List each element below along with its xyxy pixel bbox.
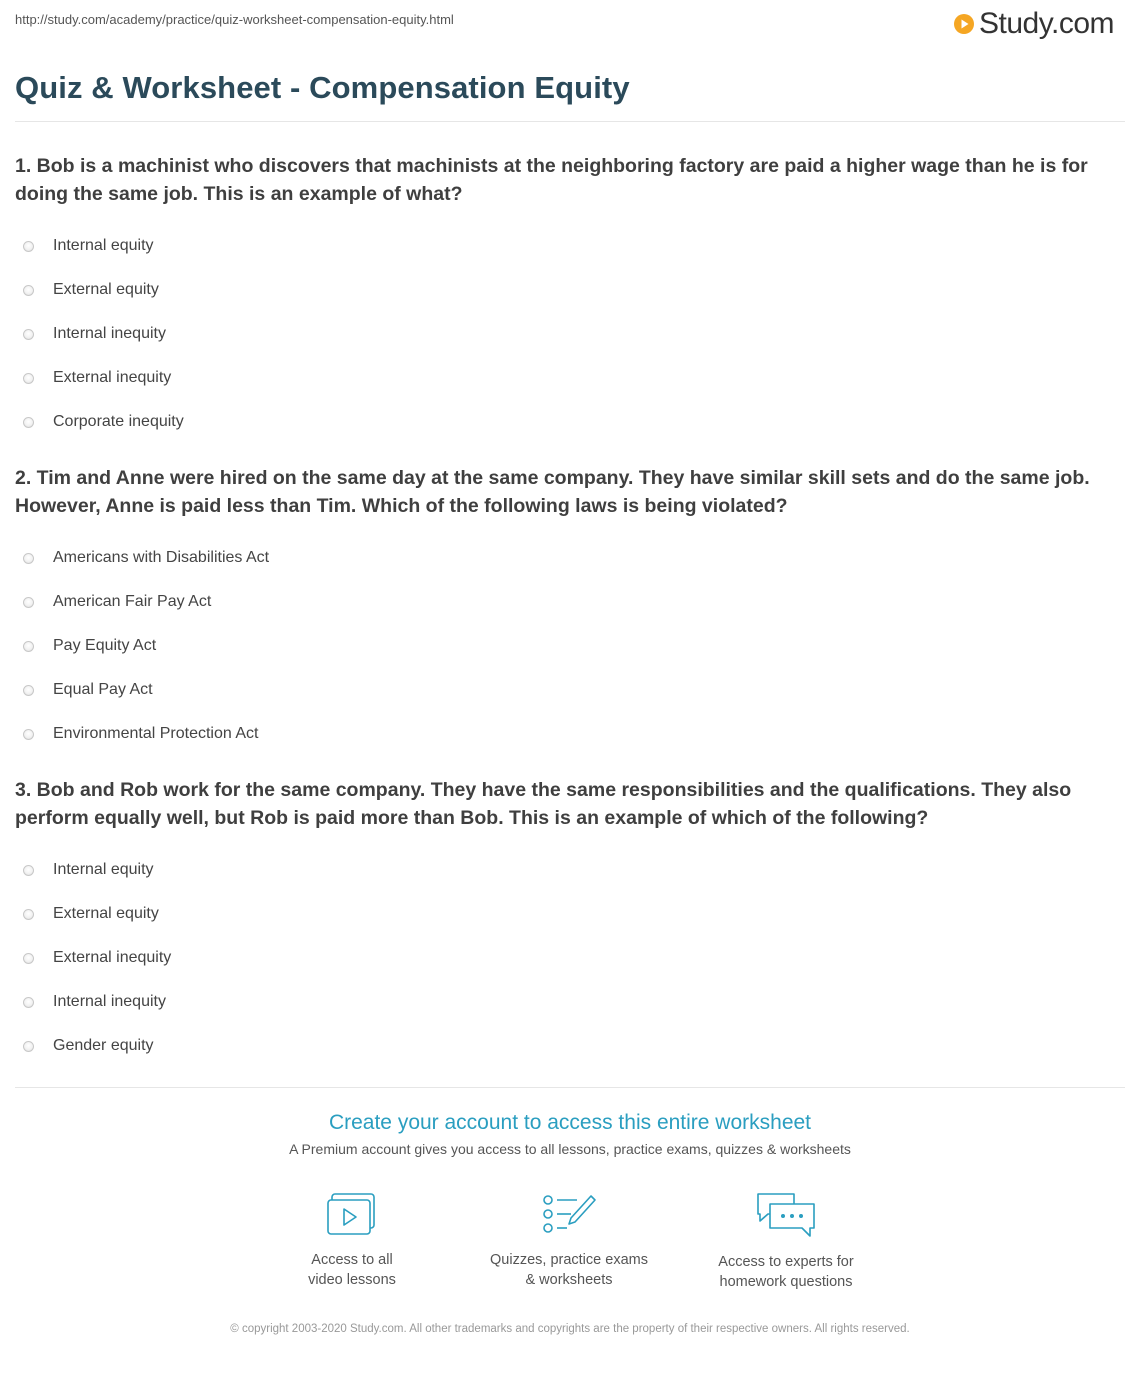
- answer-label: External inequity: [53, 949, 172, 966]
- radio-button[interactable]: [23, 865, 34, 876]
- answer-label: American Fair Pay Act: [53, 593, 212, 610]
- feature-line: homework questions: [719, 1274, 853, 1290]
- title-divider: [15, 121, 1125, 122]
- radio-button[interactable]: [23, 997, 34, 1008]
- feature-text: [459, 1250, 679, 1290]
- video-lesson-icon: [326, 1192, 378, 1238]
- answer-options: [15, 224, 1130, 444]
- feature-quizzes: [459, 1192, 679, 1290]
- study-logo[interactable]: [953, 6, 1114, 42]
- answer-option[interactable]: [15, 1024, 1130, 1068]
- radio-button[interactable]: [23, 1041, 34, 1052]
- radio-button[interactable]: [23, 641, 34, 652]
- cta-title-link[interactable]: Create your account to access this entire worksheet: [328, 1111, 812, 1134]
- question-3: [15, 776, 1130, 1068]
- answer-option[interactable]: [15, 356, 1130, 400]
- feature-experts: [676, 1192, 896, 1292]
- answer-label: Internal equity: [53, 237, 154, 254]
- answer-option[interactable]: [15, 536, 1130, 580]
- answer-option[interactable]: [15, 936, 1130, 980]
- radio-button[interactable]: [23, 597, 34, 608]
- study-logo-text: Study.com: [979, 7, 1114, 40]
- premium-cta: [0, 1111, 1140, 1157]
- feature-line: Access to all: [311, 1252, 393, 1268]
- question-text: 3. Bob and Rob work for the same company. They have the same responsibilities and the qualifications. They also perform equally well, but Rob is paid more than Bob. This is an example of which of the following?: [15, 779, 1072, 829]
- chat-bubbles-icon: [754, 1192, 818, 1240]
- answer-option[interactable]: [15, 668, 1130, 712]
- answer-label: Internal inequity: [53, 993, 166, 1010]
- radio-button[interactable]: [23, 553, 34, 564]
- answer-option[interactable]: [15, 712, 1130, 756]
- answer-label: Internal inequity: [53, 325, 166, 342]
- question-text: 1. Bob is a machinist who discovers that machinists at the neighboring factory are paid a higher wage than he is for doing the same job. This is an example of what?: [15, 155, 1088, 205]
- question-2: [15, 464, 1130, 756]
- answer-label: Equal Pay Act: [53, 681, 153, 698]
- feature-video-lessons: [242, 1192, 462, 1290]
- question-text: 2. Tim and Anne were hired on the same day at the same company. They have similar skill sets and do the same job. However, Anne is paid less than Tim. Which of the following laws is being violated?: [15, 467, 1090, 517]
- cta-subtitle: A Premium account gives you access to all lessons, practice exams, quizzes & worksheets: [289, 1141, 851, 1157]
- page-url: http://study.com/academy/practice/quiz-worksheet-compensation-equity.html: [15, 12, 454, 27]
- feature-text: [676, 1252, 896, 1292]
- feature-line: & worksheets: [525, 1272, 613, 1288]
- answer-option[interactable]: [15, 848, 1130, 892]
- radio-button[interactable]: [23, 729, 34, 740]
- answer-option[interactable]: [15, 268, 1130, 312]
- copyright-notice: © copyright 2003-2020 Study.com. All other trademarks and copyrights are the property of their respective owners. All rights reserved.: [230, 1323, 910, 1335]
- answer-option[interactable]: [15, 624, 1130, 668]
- feature-line: video lessons: [308, 1272, 396, 1288]
- page-title: Quiz & Worksheet - Compensation Equity: [15, 70, 630, 105]
- answer-label: Pay Equity Act: [53, 637, 157, 654]
- radio-button[interactable]: [23, 953, 34, 964]
- answer-label: External equity: [53, 905, 159, 922]
- answer-label: Internal equity: [53, 861, 154, 878]
- question-1: [15, 152, 1130, 444]
- radio-button[interactable]: [23, 417, 34, 428]
- answer-option[interactable]: [15, 312, 1130, 356]
- answer-options: [15, 536, 1130, 756]
- answer-option[interactable]: [15, 400, 1130, 444]
- radio-button[interactable]: [23, 285, 34, 296]
- feature-line: Access to experts for: [718, 1254, 854, 1270]
- answer-options: [15, 848, 1130, 1068]
- answer-label: Gender equity: [53, 1037, 154, 1054]
- answer-label: External inequity: [53, 369, 172, 386]
- answer-label: Americans with Disabilities Act: [53, 549, 270, 566]
- answer-option[interactable]: [15, 892, 1130, 936]
- answer-option[interactable]: [15, 224, 1130, 268]
- answer-option[interactable]: [15, 580, 1130, 624]
- quiz-list-icon: [541, 1192, 597, 1238]
- cta-divider: [15, 1087, 1125, 1088]
- radio-button[interactable]: [23, 373, 34, 384]
- radio-button[interactable]: [23, 241, 34, 252]
- feature-line: Quizzes, practice exams: [490, 1252, 648, 1268]
- radio-button[interactable]: [23, 909, 34, 920]
- answer-label: Environmental Protection Act: [53, 725, 259, 742]
- answer-option[interactable]: [15, 980, 1130, 1024]
- radio-button[interactable]: [23, 329, 34, 340]
- study-logo-icon: [953, 13, 975, 35]
- feature-text: [242, 1250, 462, 1290]
- answer-label: Corporate inequity: [53, 413, 184, 430]
- radio-button[interactable]: [23, 685, 34, 696]
- answer-label: External equity: [53, 281, 159, 298]
